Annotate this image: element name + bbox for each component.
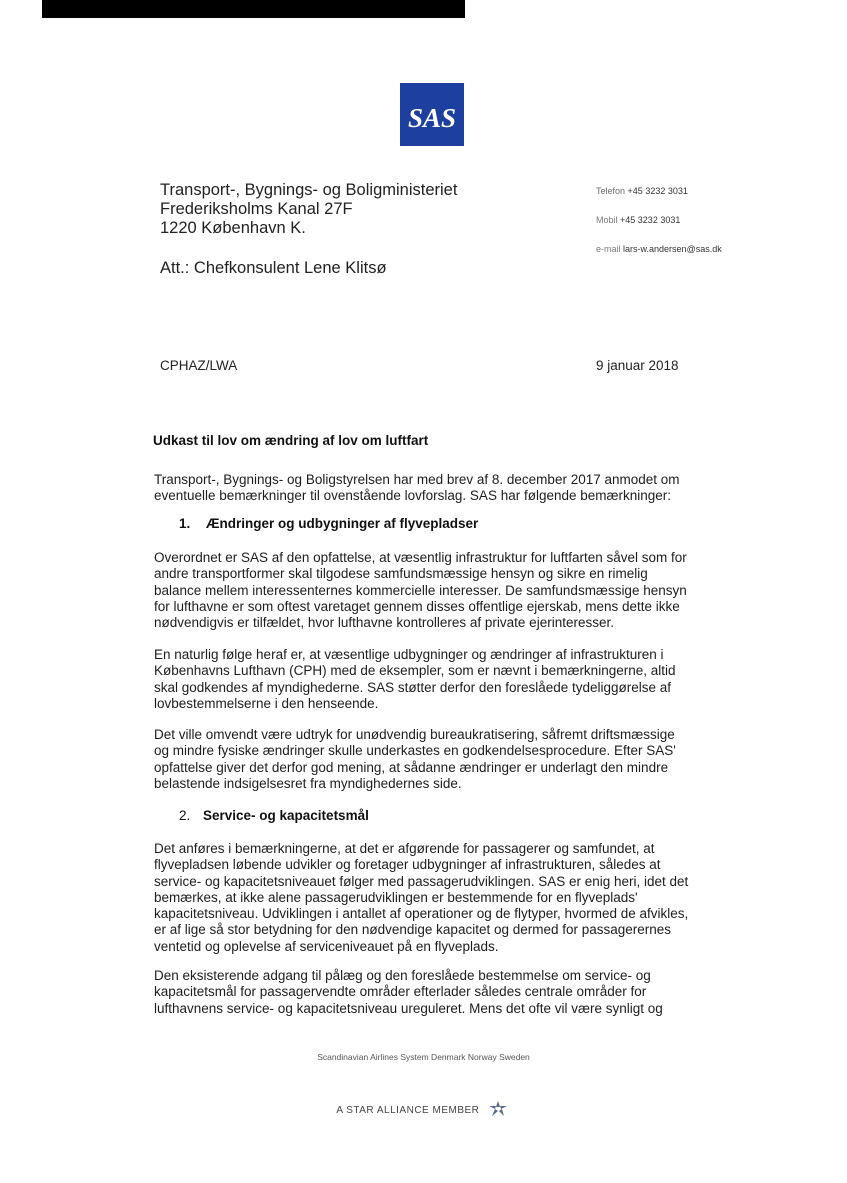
text-line: er af lige så stor betydning for den nødvendige kapacitet og dermed for passagerernes xyxy=(154,922,672,938)
text-line: andre transportformer skal tilgodese samfundsmæssige hensyn og sikre en rimelig xyxy=(154,566,648,582)
section-number: 1. xyxy=(179,516,191,531)
text-line: Københavns Lufthavn (CPH) med de eksempler, som er nævnt i bemærkningerne, altid xyxy=(154,663,676,679)
text-line: belastende indsigelsesret fra myndighedernes side. xyxy=(154,775,462,791)
recipient-line: Frederiksholms Kanal 27F xyxy=(160,200,353,218)
section-heading-1 xyxy=(179,516,478,531)
text-line: ventetid og oplevelse af serviceniveauet på en flyveplads. xyxy=(154,938,499,954)
section-heading-2 xyxy=(179,808,369,823)
text-line: lufthavnens service- og kapacitetsniveau ureguleret. Mens det ofte vil være synligt og xyxy=(154,1000,663,1016)
text-line: eventuelle bemærkninger til ovenstående lovforslag. SAS har følgende bemærkninger: xyxy=(154,488,672,504)
logo-text: SAS xyxy=(407,103,457,133)
text-line: og mindre fysiske ændringer skulle underkastes en godkendelsesprocedure. Efter SAS' xyxy=(154,743,676,759)
attention-line: Att.: Chefkonsulent Lene Klitsø xyxy=(160,259,387,277)
intro-paragraph xyxy=(154,472,680,505)
paragraph xyxy=(154,647,676,712)
text-line: En naturlig følge heraf er, at væsentlige udbygninger og ændringer af infrastrukturen i xyxy=(154,647,664,662)
text-line: balance mellem interessenternes kommercielle interesser. De samfundsmæssige hensyn xyxy=(154,582,687,598)
section-title: Service- og kapacitetsmål xyxy=(203,808,369,823)
text-line: Den eksisterende adgang til pålæg og den foreslåede bestemmelse om service- og xyxy=(154,968,651,983)
letter-date: 9 januar 2018 xyxy=(596,358,679,373)
text-line: kapacitetsmål for passagervendte områder efterlader således centrale områder for xyxy=(154,984,647,1000)
footer-company: Scandinavian Airlines System Denmark Norway Sweden xyxy=(317,1052,530,1062)
alliance-text: A STAR ALLIANCE MEMBER xyxy=(336,1105,480,1117)
text-line: kapacitetsniveau. Udviklingen i antallet af operationer og de flytyper, hvormed de afvikles, xyxy=(154,906,689,922)
section-title: Ændringer og udbygninger af flyvepladser xyxy=(206,516,479,531)
text-line: bemærkes, at ikke alene passagerudviklingen er bestemmende for en flyveplads' xyxy=(154,889,638,905)
phone-label: Telefon xyxy=(596,186,626,196)
text-line: Det ville omvendt være udtryk for unødvendig bureaukratisering, såfremt driftsmæssige xyxy=(154,727,675,742)
paragraph xyxy=(154,550,687,631)
text-line: for lufthavne er som oftest varetaget gennem disses offentlige ejerskab, mens dette ikke xyxy=(154,598,680,614)
recipient-line: 1220 København K. xyxy=(160,219,306,237)
recipient-line: Transport-, Bygnings- og Boligministeriet xyxy=(160,181,458,199)
footer-alliance xyxy=(0,1100,847,1121)
paragraph xyxy=(154,727,676,792)
sas-logo xyxy=(400,83,464,146)
redaction-bar xyxy=(42,0,465,18)
text-line: Transport-, Bygnings- og Boligstyrelsen har med brev af 8. december 2017 anmodet om xyxy=(154,472,680,487)
section-number: 2. xyxy=(179,808,191,823)
text-line: service- og kapacitetsniveauet følger med passagerudviklingen. SAS er enig heri, idet det xyxy=(154,873,689,889)
contact-phone xyxy=(596,186,688,196)
mobile-value: +45 3232 3031 xyxy=(620,215,681,225)
email-value: lars-w.andersen@sas.dk xyxy=(623,244,722,254)
text-line: lovbestemmelserne i den henseende. xyxy=(154,695,379,711)
contact-mobile xyxy=(596,215,680,225)
text-line: opfattelse giver det derfor god mening, at sådanne ændringer er underlagt den mindre xyxy=(154,759,669,775)
paragraph xyxy=(154,841,688,955)
recipient-address xyxy=(160,181,457,238)
star-alliance-icon xyxy=(487,1100,511,1121)
text-line: Det anføres i bemærkningerne, at det er afgørende for passagerer og samfundet, at xyxy=(154,841,655,856)
reference-code: CPHAZ/LWA xyxy=(160,358,238,373)
letter-subject: Udkast til lov om ændring af lov om luftfart xyxy=(153,433,429,448)
contact-email xyxy=(596,244,722,254)
paragraph xyxy=(154,968,663,1017)
email-label: e-mail xyxy=(596,244,621,254)
mobile-label: Mobil xyxy=(596,215,618,225)
text-line: skal godkendes af myndighederne. SAS støtter derfor den foreslåede tydeliggørelse af xyxy=(154,679,672,695)
phone-value: +45 3232 3031 xyxy=(627,186,688,196)
text-line: Overordnet er SAS af den opfattelse, at væsentlig infrastruktur for luftfarten såvel som for xyxy=(154,550,687,565)
text-line: flyvepladsen løbende udvikler og foretager udbygninger af infrastrukturen, således at xyxy=(154,857,661,873)
text-line: nødvendigvis er tilfældet, hvor lufthavne kontrolleres af private ejerinteresser. xyxy=(154,615,614,631)
